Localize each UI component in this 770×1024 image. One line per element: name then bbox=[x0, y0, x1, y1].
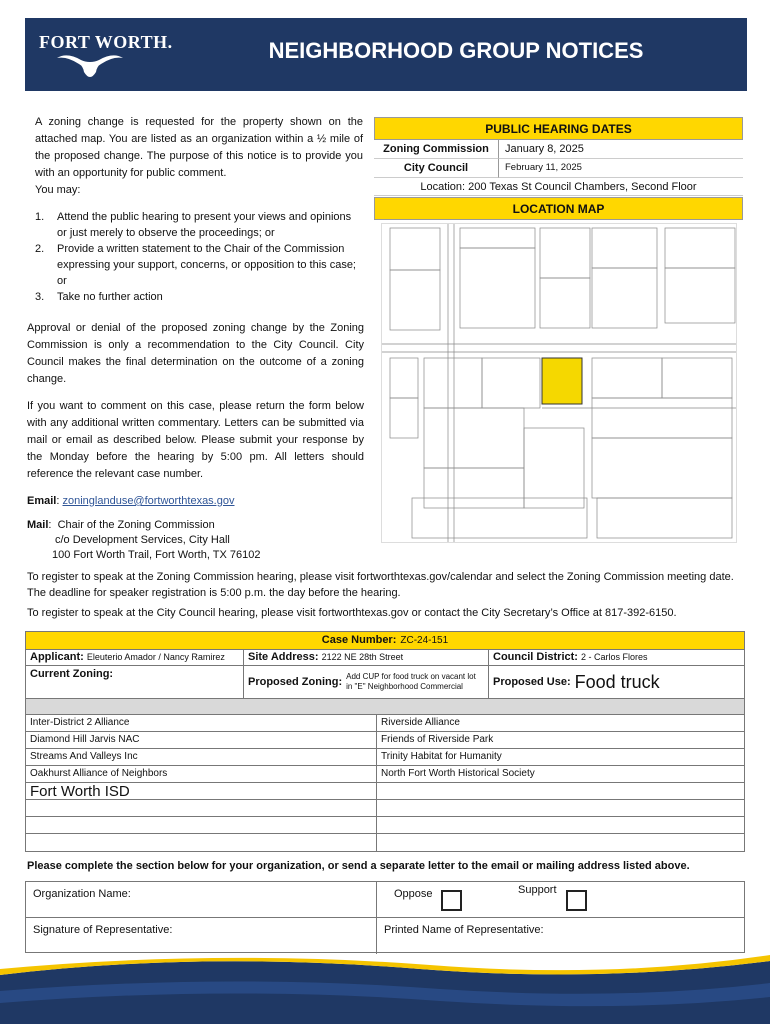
proposed-zoning-label: Proposed Zoning: bbox=[248, 676, 343, 688]
list-item: Riverside Alliance bbox=[377, 715, 744, 732]
register-zc: To register to speak at the Zoning Commission hearing, please visit fortworthtexas.gov/calendar and select the Zoning Commission meeting date. The deadline for speaker registration is 5:00 p.m. the day before the hearing. bbox=[27, 571, 734, 599]
list-item bbox=[26, 800, 376, 817]
position-cell bbox=[377, 882, 744, 917]
list-item: North Fort Worth Historical Society bbox=[377, 766, 744, 783]
applicant-label: Applicant: bbox=[30, 651, 84, 663]
email-label: Email bbox=[27, 495, 57, 507]
mail-line: c/o Development Services, City Hall bbox=[55, 534, 230, 546]
list-text: Attend the public hearing to present your views and opinions or just merely to observe the proceedings; or bbox=[57, 211, 352, 239]
list-item: Friends of Riverside Park bbox=[377, 732, 744, 749]
hearing-label: City Council bbox=[374, 159, 499, 178]
organization-name-label: Organization Name: bbox=[33, 888, 131, 900]
applicant-value: Eleuterio Amador / Nancy Ramirez bbox=[86, 652, 225, 662]
district-value: 2 - Carlos Flores bbox=[581, 652, 648, 662]
mail-block: Mail: Chair of the Zoning Commission c/o Development Services, City Hall 100 Fort Worth Trail, Fort Worth, TX 76102 bbox=[27, 519, 261, 561]
hearing-label: Zoning Commission bbox=[374, 140, 499, 159]
case-number-row bbox=[26, 632, 744, 650]
oppose-checkbox[interactable] bbox=[441, 890, 462, 911]
list-item bbox=[377, 783, 744, 800]
map-heading: LOCATION MAP bbox=[374, 197, 743, 220]
list-item bbox=[26, 817, 376, 834]
hearing-date: February 11, 2025 bbox=[499, 159, 743, 178]
list-number: 2. bbox=[35, 243, 45, 255]
printed-name-field[interactable] bbox=[377, 918, 744, 954]
longhorn-icon bbox=[55, 52, 125, 78]
list-item bbox=[35, 289, 363, 305]
register-cc: To register to speak at the City Council hearing, please visit fortworthtexas.gov or contact the City Secretary’s Office at 817-392-6150. bbox=[27, 607, 677, 619]
proposed-zoning-cell bbox=[244, 666, 489, 698]
list-item: Oakhurst Alliance of Neighbors bbox=[26, 766, 376, 783]
list-item bbox=[35, 241, 363, 289]
response-form bbox=[25, 881, 745, 953]
case-row bbox=[26, 650, 744, 666]
district-label: Council District: bbox=[493, 651, 578, 663]
list-item: Trinity Habitat for Humanity bbox=[377, 749, 744, 766]
hearing-heading: PUBLIC HEARING DATES bbox=[374, 117, 743, 140]
signature-label: Signature of Representative: bbox=[33, 924, 173, 936]
proposed-use-cell bbox=[489, 666, 744, 698]
list-item: Streams And Valleys Inc bbox=[26, 749, 376, 766]
mail-line: 100 Fort Worth Trail, Fort Worth, TX 76102 bbox=[52, 549, 261, 561]
support-checkbox[interactable] bbox=[566, 890, 587, 911]
applicant-cell bbox=[26, 650, 244, 665]
district-cell bbox=[489, 650, 744, 665]
location-map bbox=[381, 223, 737, 543]
list-number: 3. bbox=[35, 291, 45, 303]
map-parcels bbox=[382, 224, 737, 543]
comment-paragraph: If you want to comment on this case, please return the form below with any additional written commentary. Letters can be submitted via mail or email as described below. Please submit your response by the Monday before the hearing by 5:00 pm. All letters should reference the relevant case number. bbox=[27, 400, 364, 480]
email-link[interactable]: zoninglanduse@fortworthtexas.gov bbox=[62, 495, 235, 507]
form-row bbox=[26, 918, 744, 954]
case-row bbox=[26, 666, 744, 699]
support-label: Support bbox=[518, 884, 557, 896]
public-hearing-box bbox=[374, 117, 743, 196]
list-item bbox=[26, 834, 376, 851]
organization-list bbox=[26, 715, 744, 851]
intro-text: A zoning change is requested for the property shown on the attached map. You are listed as an organization within a ½ mile of the proposed change. The purpose of this notice is to provide you with an opportunity for public comment. bbox=[35, 116, 363, 179]
mail-label: Mail bbox=[27, 519, 49, 531]
printed-name-label: Printed Name of Representative: bbox=[384, 924, 544, 936]
options-list bbox=[35, 209, 363, 305]
organization-column-left bbox=[26, 715, 377, 851]
case-table bbox=[25, 631, 745, 852]
hearing-location: Location: 200 Texas St Council Chambers, Second Floor bbox=[374, 178, 743, 196]
site-value: 2122 NE 28th Street bbox=[321, 652, 404, 662]
signature-field[interactable] bbox=[26, 918, 377, 954]
organization-column-right bbox=[377, 715, 744, 851]
logo-wordmark: FORT WORTH. bbox=[39, 32, 173, 52]
divider-row bbox=[26, 699, 744, 715]
subject-parcel bbox=[542, 358, 582, 404]
approval-paragraph: Approval or denial of the proposed zoning change by the Zoning Commission is only a recommendation to the City Council. City Council makes the final determination on the outcome of a zoning change. bbox=[27, 322, 364, 385]
form-instruction: Please complete the section below for your organization, or send a separate letter to the email or mailing address listed above. bbox=[27, 860, 690, 872]
fort-worth-logo bbox=[37, 28, 173, 84]
list-text: Take no further action bbox=[57, 291, 163, 303]
list-item bbox=[35, 209, 363, 241]
current-zoning-cell bbox=[26, 666, 244, 698]
list-item: Fort Worth ISD bbox=[26, 783, 376, 800]
you-may-text: You may: bbox=[35, 184, 81, 196]
proposed-use-label: Proposed Use: bbox=[493, 676, 571, 688]
list-item bbox=[377, 800, 744, 817]
hearing-date: January 8, 2025 bbox=[499, 140, 743, 159]
case-number-label: Case Number: bbox=[321, 634, 397, 646]
current-zoning-label: Current Zoning: bbox=[30, 668, 114, 680]
proposed-use-value: Food truck bbox=[574, 671, 660, 692]
hearing-row bbox=[374, 140, 743, 159]
list-number: 1. bbox=[35, 211, 45, 223]
site-label: Site Address: bbox=[248, 651, 319, 663]
list-text: Provide a written statement to the Chair of the Commission expressing your support, concerns, or opposition to this case; or bbox=[57, 243, 356, 287]
intro-paragraph bbox=[35, 114, 363, 199]
page-title: NEIGHBORHOOD GROUP NOTICES bbox=[268, 38, 644, 63]
mail-line: Chair of the Zoning Commission bbox=[57, 519, 215, 531]
header-banner bbox=[25, 18, 747, 91]
case-number: ZC-24-151 bbox=[400, 635, 449, 646]
form-row bbox=[26, 882, 744, 918]
email-line: Email: zoninglanduse@fortworthtexas.gov bbox=[27, 495, 235, 507]
oppose-label: Oppose bbox=[394, 888, 433, 900]
list-item bbox=[377, 817, 744, 834]
site-cell bbox=[244, 650, 489, 665]
list-item bbox=[377, 834, 744, 851]
list-item: Diamond Hill Jarvis NAC bbox=[26, 732, 376, 749]
organization-name-field[interactable] bbox=[26, 882, 377, 917]
proposed-zoning-value: Add CUP for food truck on vacant lot in "E" Neighborhood Commercial bbox=[346, 672, 476, 691]
list-item: Inter-District 2 Alliance bbox=[26, 715, 376, 732]
location-map-box bbox=[374, 197, 743, 547]
hearing-row bbox=[374, 159, 743, 178]
footer-swoosh bbox=[0, 955, 770, 1024]
